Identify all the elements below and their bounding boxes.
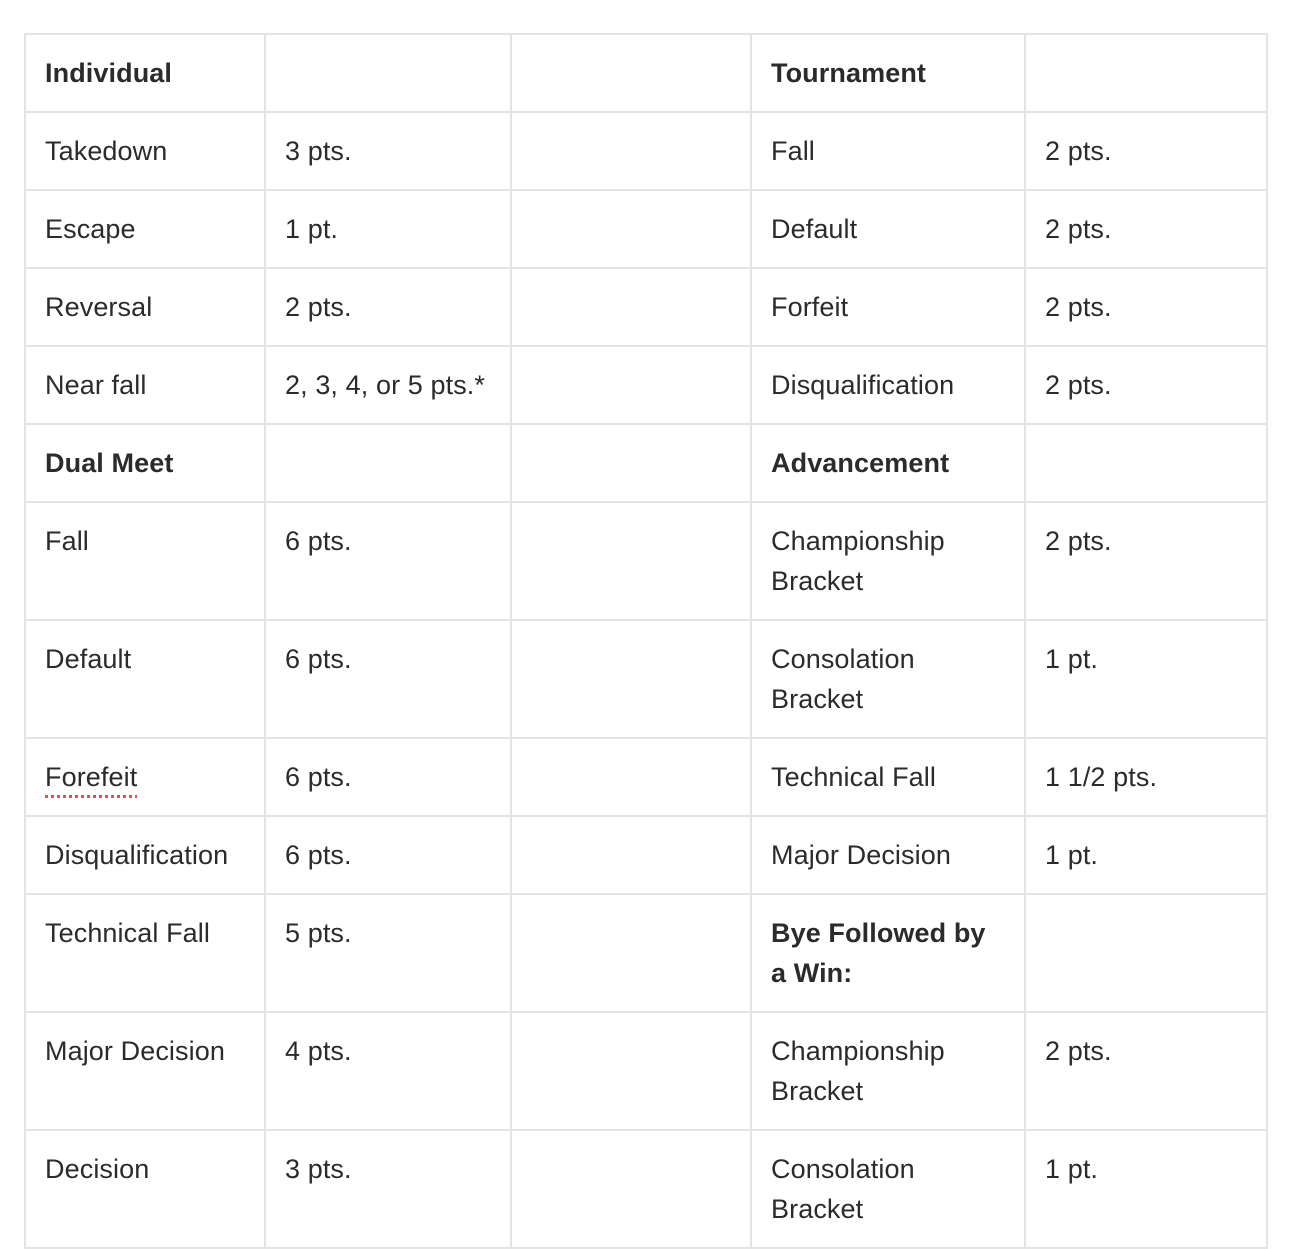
table-cell: 6 pts. — [265, 816, 511, 894]
table-cell: 6 pts. — [265, 738, 511, 816]
table-cell: 2 pts. — [1025, 346, 1267, 424]
table-cell — [511, 34, 751, 112]
table-cell — [1025, 424, 1267, 502]
table-cell — [511, 112, 751, 190]
table-cell: Major Decision — [25, 1012, 265, 1130]
table-row — [25, 816, 1267, 894]
table-cell: 2 pts. — [1025, 268, 1267, 346]
table-cell — [511, 346, 751, 424]
table-row — [25, 1130, 1267, 1248]
table-row — [25, 738, 1267, 816]
table-cell: Technical Fall — [25, 894, 265, 1012]
table-cell: Consolation Bracket — [751, 1130, 1025, 1248]
table-cell: Championship Bracket — [751, 1012, 1025, 1130]
table-cell: Takedown — [25, 112, 265, 190]
table-cell: 5 pts. — [265, 894, 511, 1012]
table-cell: 2, 3, 4, or 5 pts.* — [265, 346, 511, 424]
table-cell: 1 pt. — [1025, 620, 1267, 738]
table-cell: Near fall — [25, 346, 265, 424]
table-cell — [265, 424, 511, 502]
table-cell: Championship Bracket — [751, 502, 1025, 620]
table-cell — [1025, 894, 1267, 1012]
table-cell: 4 pts. — [265, 1012, 511, 1130]
table-cell — [511, 620, 751, 738]
table-cell — [265, 34, 511, 112]
table-cell: 2 pts. — [265, 268, 511, 346]
table-cell — [1025, 34, 1267, 112]
table-row — [25, 424, 1267, 502]
table-row — [25, 1012, 1267, 1130]
table-row — [25, 190, 1267, 268]
misspelled-word[interactable]: Forefeit — [45, 762, 138, 792]
table-cell — [511, 816, 751, 894]
document-body — [24, 33, 1268, 1249]
table-cell — [511, 894, 751, 1012]
scoring-table — [24, 33, 1268, 1249]
table-cell: Disqualification — [25, 816, 265, 894]
table-row — [25, 620, 1267, 738]
table-cell — [511, 190, 751, 268]
table-cell: 1 pt. — [1025, 1130, 1267, 1248]
table-cell — [511, 424, 751, 502]
table-row — [25, 268, 1267, 346]
table-cell — [25, 738, 265, 816]
table-cell — [511, 1012, 751, 1130]
section-heading-individual: Individual — [25, 34, 265, 112]
table-cell: 1 1/2 pts. — [1025, 738, 1267, 816]
table-cell: 3 pts. — [265, 1130, 511, 1248]
table-cell: Reversal — [25, 268, 265, 346]
table-cell: 1 pt. — [265, 190, 511, 268]
section-heading-dual-meet: Dual Meet — [25, 424, 265, 502]
table-cell: 6 pts. — [265, 620, 511, 738]
table-cell — [511, 738, 751, 816]
table-cell: Decision — [25, 1130, 265, 1248]
table-cell: 2 pts. — [1025, 1012, 1267, 1130]
table-cell: Escape — [25, 190, 265, 268]
table-cell — [511, 502, 751, 620]
table-cell: Technical Fall — [751, 738, 1025, 816]
table-cell: Forfeit — [751, 268, 1025, 346]
table-cell — [511, 1130, 751, 1248]
table-cell: Consolation Bracket — [751, 620, 1025, 738]
table-row — [25, 502, 1267, 620]
section-heading-bye: Bye Followed by a Win: — [751, 894, 1025, 1012]
table-cell: 2 pts. — [1025, 502, 1267, 620]
table-row — [25, 112, 1267, 190]
table-row — [25, 894, 1267, 1012]
table-cell — [511, 268, 751, 346]
table-cell: 3 pts. — [265, 112, 511, 190]
table-row — [25, 34, 1267, 112]
table-cell: 2 pts. — [1025, 190, 1267, 268]
table-cell: 1 pt. — [1025, 816, 1267, 894]
table-row — [25, 346, 1267, 424]
table-cell: 6 pts. — [265, 502, 511, 620]
table-cell: 2 pts. — [1025, 112, 1267, 190]
table-cell: Major Decision — [751, 816, 1025, 894]
table-cell: Disqualification — [751, 346, 1025, 424]
table-cell: Default — [751, 190, 1025, 268]
table-cell: Fall — [751, 112, 1025, 190]
table-cell: Fall — [25, 502, 265, 620]
section-heading-tournament: Tournament — [751, 34, 1025, 112]
section-heading-advancement: Advancement — [751, 424, 1025, 502]
table-cell: Default — [25, 620, 265, 738]
